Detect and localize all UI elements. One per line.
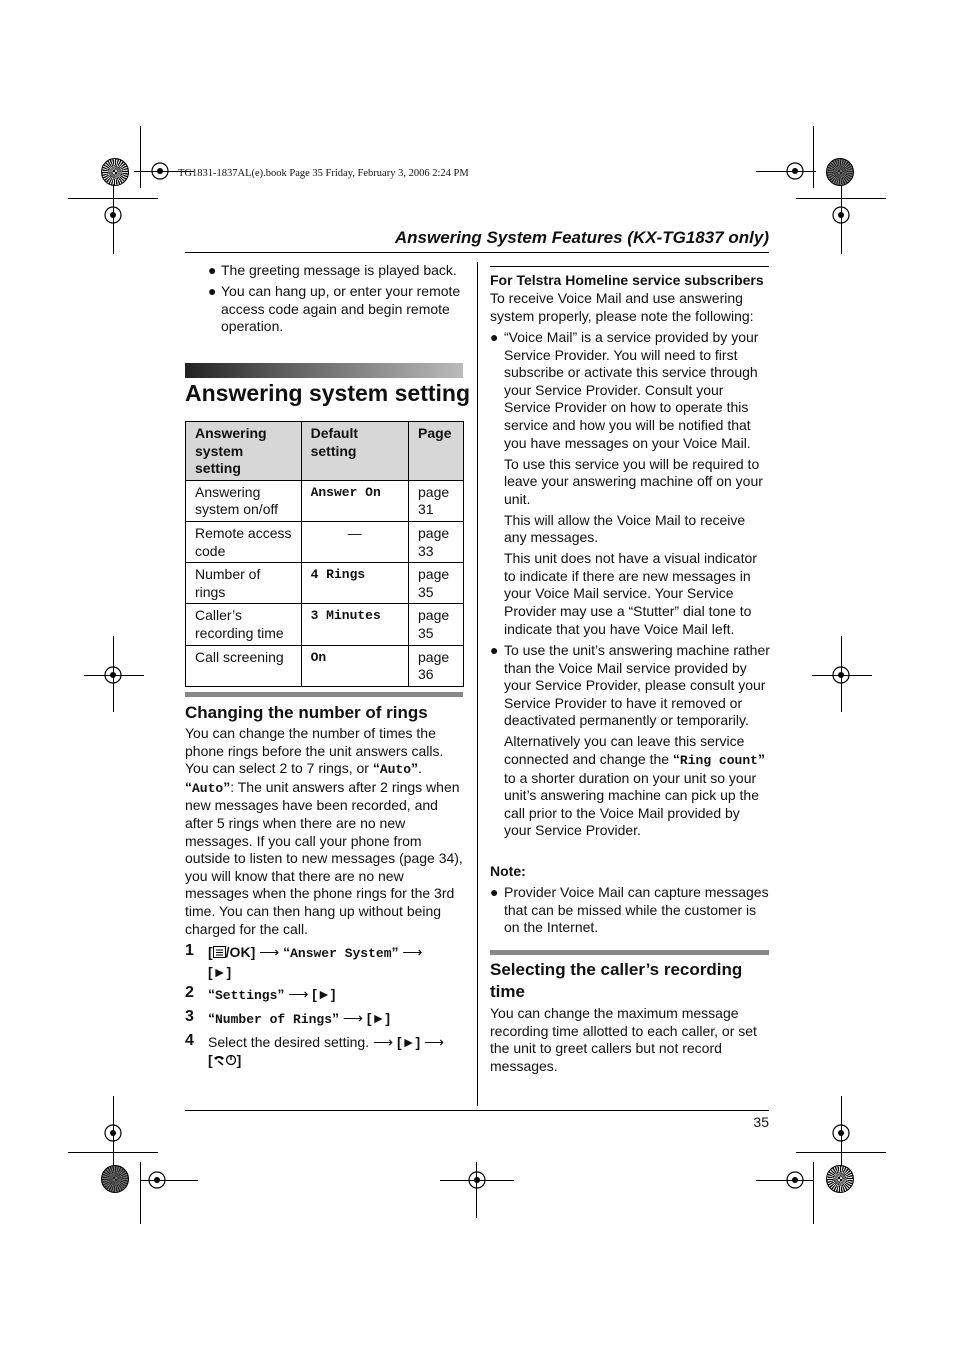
registration-mark-icon: [102, 204, 124, 226]
registration-mark-icon: [102, 1122, 124, 1144]
menu-key-icon: [213, 946, 226, 958]
registration-mark-icon: [102, 664, 124, 686]
table-row: [186, 645, 464, 686]
subsection-bar: [490, 950, 769, 955]
color-target-icon: [826, 1165, 854, 1193]
header-rule: [185, 252, 769, 253]
arrow-right-icon: ⟶: [402, 944, 423, 960]
table-cell: 3 Minutes: [301, 604, 408, 645]
subheading-recording-time: Selecting the caller’s recording time: [490, 960, 743, 1001]
column-header: Default setting: [301, 422, 408, 481]
list-item: ● To use the unit’s answering machine rather than the Voice Mail service provided by your Service Provider, please consult your Service Provider to have it removed or deactivated permanently or temporarily. Alternatively you can leave this service connected and change the “Ring count” to a shorter duration on your unit so your unit’s answering machine can pick up the call prior to the Voice Mail provided by your Service Provider.: [490, 642, 770, 839]
section-title: Answering System Features (KX-TG1837 only): [394, 228, 769, 247]
table-cell: Answer On: [301, 480, 408, 521]
color-target-icon: [101, 1165, 129, 1193]
table-cell: page 31: [409, 480, 464, 521]
table-row: [186, 480, 464, 521]
table-row: [186, 521, 464, 562]
arrow-right-icon: ⟶: [424, 1034, 445, 1050]
heading-bar: [185, 363, 463, 378]
registration-mark-icon: [784, 1169, 806, 1191]
registration-mark-icon: [466, 1169, 488, 1191]
list-item: ● Provider Voice Mail can capture messages that can be missed while the customer is on the Internet.: [490, 884, 769, 936]
list-item: ● The greeting message is played back.: [208, 262, 457, 278]
table-cell: 4 Rings: [301, 563, 408, 604]
rings-paragraph: You can change the number of times the phone rings before the unit answers calls. You can select 2 to 7 rings, or “Auto”. “Auto”: The unit answers after 2 rings when new messages have been recorded, and after 5 rings when there are no new messages. If you call your phone from outside to listen to new messages (page 34), you will know that there are no new messages when the phone rings for the 3rd time. You can then hang up without being charged for the call.: [185, 725, 463, 937]
telstra-intro: To receive Voice Mail and use answering system properly, please note the following:: [490, 290, 754, 324]
arrow-right-icon: ⟶: [259, 944, 280, 960]
table-cell: Remote access code: [186, 521, 302, 562]
arrow-right-icon: ⟶: [288, 986, 309, 1002]
subsection-bar: [185, 692, 463, 697]
arrow-right-icon: ⟶: [342, 1010, 363, 1026]
note-label: Note:: [490, 863, 526, 879]
registration-mark-icon: [830, 664, 852, 686]
table-row: [186, 563, 464, 604]
table-cell: page 35: [409, 604, 464, 645]
subsection-rule: [490, 266, 769, 267]
table-header-row: [186, 422, 464, 481]
page-number: 35: [753, 1114, 769, 1130]
registration-mark-icon: [830, 204, 852, 226]
table-cell: page 36: [409, 645, 464, 686]
table-cell: page 35: [409, 563, 464, 604]
print-header: TG1831-1837AL(e).book Page 35 Friday, February 3, 2006 2:24 PM: [178, 168, 469, 179]
subheading-rings: Changing the number of rings: [185, 703, 428, 722]
off-key-icon: [213, 1054, 237, 1066]
settings-table: [185, 421, 464, 687]
table-row: [186, 604, 464, 645]
column-divider: [477, 262, 478, 1106]
footer-rule: [185, 1110, 769, 1111]
list-item: ● You can hang up, or enter your remote access code again and begin remote operation.: [208, 283, 461, 335]
table-cell: Call screening: [186, 645, 302, 686]
registration-mark-icon: [146, 1169, 168, 1191]
table-cell: —: [301, 521, 408, 562]
color-target-icon: [101, 158, 129, 186]
page-heading: Answering system setting: [185, 380, 471, 406]
color-target-icon: [826, 158, 854, 186]
subheading-telstra: For Telstra Homeline service subscribers: [490, 272, 764, 288]
table-cell: page 33: [409, 521, 464, 562]
registration-mark-icon: [149, 160, 171, 182]
arrow-right-icon: ⟶: [373, 1034, 394, 1050]
table-cell: On: [301, 645, 408, 686]
table-cell: Number of rings: [186, 563, 302, 604]
table-cell: Caller’s recording time: [186, 604, 302, 645]
recording-time-paragraph: You can change the maximum message recording time allotted to each caller, or set the unit to greet callers but not record messages.: [490, 1005, 757, 1074]
column-header: Page: [409, 422, 464, 481]
registration-mark-icon: [830, 1122, 852, 1144]
list-item: ● “Voice Mail” is a service provided by your Service Provider. You will need to first subscribe or activate this service through your Service Provider. Consult your Service Provider on how to operate this service and how you will be notified that you have messages on your Voice Mail. To use this service you will be required to leave your answering machine off on your unit. This will allow the Voice Mail to receive any messages. This unit does not have a visual indicator to indicate if there are new messages in your Voice Mail service. Your Service Provider may use a “Stutter” dial tone to indicate that you have Voice Mail left.: [490, 329, 763, 637]
registration-mark-icon: [784, 160, 806, 182]
table-cell: Answering system on/off: [186, 480, 302, 521]
column-header: Answering system setting: [186, 422, 302, 481]
